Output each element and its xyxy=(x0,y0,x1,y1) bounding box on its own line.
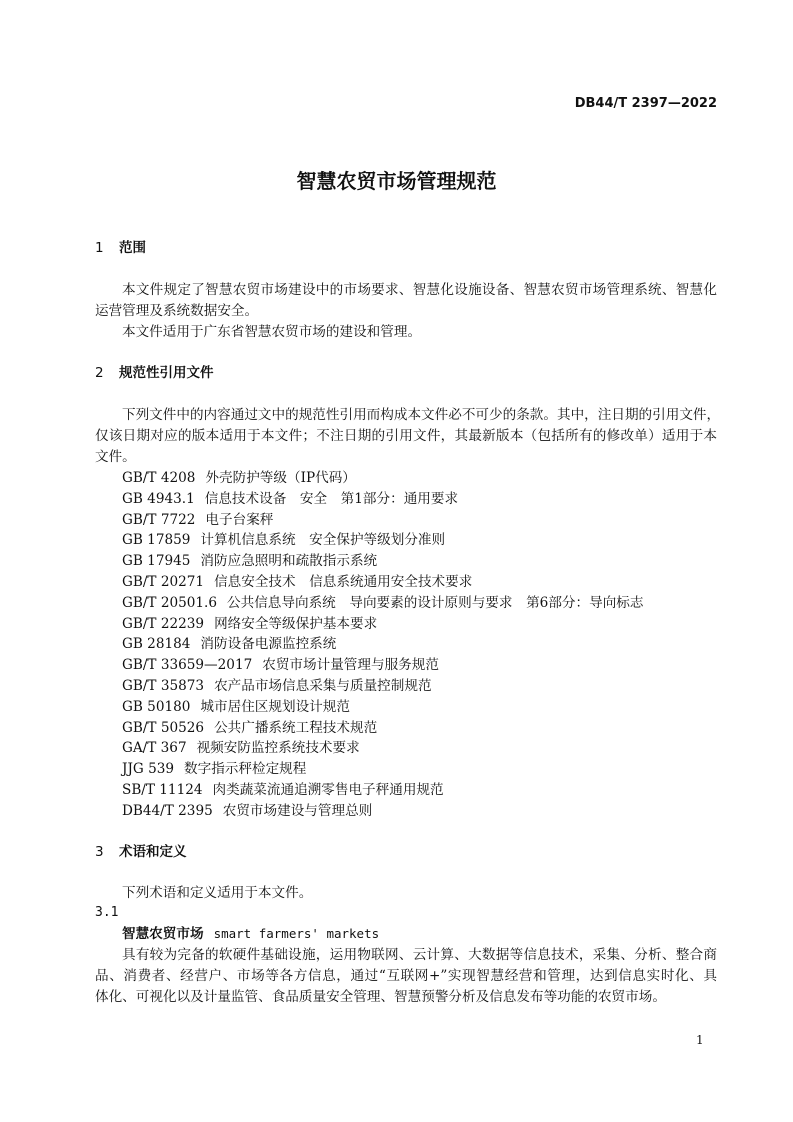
term-entry xyxy=(122,924,379,944)
reference-title: 农贸市场建设与管理总则 xyxy=(222,802,373,819)
reference-title: 数字指示秤检定规程 xyxy=(184,761,307,778)
reference-code: GB/T 20501.6 xyxy=(122,594,218,611)
reference-code: GB 17945 xyxy=(122,553,191,570)
reference-item xyxy=(122,572,472,592)
section-number: 2 xyxy=(95,365,104,381)
reference-title: 城市居住区规划设计规范 xyxy=(200,698,350,715)
reference-title: 公共信息导向系统 导向要素的设计原则与要求 第6部分：导向标志 xyxy=(227,594,644,611)
paragraph-line: 运营管理及系统数据安全。 xyxy=(95,303,259,319)
reference-title: 电子台案秤 xyxy=(205,511,274,528)
section-number: 1 xyxy=(95,240,104,256)
reference-title: 农贸市场计量管理与服务规范 xyxy=(262,657,439,674)
term-chinese: 智慧农贸市场 xyxy=(122,926,204,942)
reference-title: 公共广播系统工程技术规范 xyxy=(214,719,378,736)
reference-code: SB/T 11124 xyxy=(122,782,203,798)
reference-code: GB 50180 xyxy=(122,698,191,715)
reference-item xyxy=(122,551,377,571)
term-number: 3.1 xyxy=(95,905,119,920)
paragraph-line: 下列术语和定义适用于本文件。 xyxy=(122,885,313,901)
reference-title: 信息技术设备 安全 第1部分：通用要求 xyxy=(204,490,459,507)
reference-item xyxy=(122,530,445,550)
reference-item xyxy=(122,718,377,738)
section-title: 范围 xyxy=(119,240,146,256)
reference-title: 信息安全技术 信息系统通用安全技术要求 xyxy=(214,574,473,590)
reference-title: 消防设备电源监控系统 xyxy=(200,636,337,653)
reference-item xyxy=(122,468,356,488)
reference-code: GB 17859 xyxy=(122,532,191,549)
reference-code: GB/T 7722 xyxy=(122,511,196,528)
reference-item xyxy=(122,489,458,509)
reference-title: 农产品市场信息采集与质量控制规范 xyxy=(214,678,432,694)
reference-code: GB 28184 xyxy=(122,636,191,653)
reference-code: DB44/T 2395 xyxy=(122,802,213,819)
section-heading-2 xyxy=(95,363,214,383)
section-heading-3 xyxy=(95,842,187,862)
document-number: DB44/T 2397—2022 xyxy=(574,96,717,111)
reference-item xyxy=(122,801,372,821)
paragraph-line: 本文件规定了智慧农贸市场建设中的市场要求、智慧化设施设备、智慧农贸市场管理系统、智慧化 xyxy=(122,282,717,298)
reference-code: JJG 539 xyxy=(122,761,175,778)
reference-title: 肉类蔬菜流通追溯零售电子秤通用规范 xyxy=(212,782,444,798)
paragraph-line: 仅该日期对应的版本适用于本文件；不注日期的引用文件，其最新版本（包括所有的修改单）适用于本 xyxy=(95,428,717,444)
page-number: 1 xyxy=(696,1033,704,1047)
reference-item xyxy=(122,697,350,717)
reference-item xyxy=(122,738,360,758)
reference-title: 视频安防监控系统技术要求 xyxy=(196,740,360,757)
page-title: 智慧农贸市场管理规范 xyxy=(296,169,497,193)
term-english: smart farmers' markets xyxy=(213,926,380,941)
reference-item xyxy=(122,780,444,800)
reference-code: GB/T 33659—2017 xyxy=(122,657,253,674)
reference-item xyxy=(122,593,644,613)
section-heading-1 xyxy=(95,238,146,258)
reference-code: GB/T 20271 xyxy=(122,574,205,590)
reference-item xyxy=(122,759,306,779)
reference-code: GB/T 50526 xyxy=(122,719,205,736)
reference-code: GB 4943.1 xyxy=(122,490,195,507)
definition-line: 品、消费者、经营户、市场等各方信息，通过“互联网+”实现智慧经营和管理，达到信息实时化、具 xyxy=(95,968,717,984)
reference-item xyxy=(122,676,432,696)
reference-title: 消防应急照明和疏散指示系统 xyxy=(200,553,378,570)
reference-title: 计算机信息系统 安全保护等级划分准则 xyxy=(200,532,446,549)
paragraph-line: 本文件适用于广东省智慧农贸市场的建设和管理。 xyxy=(122,324,422,340)
section-title: 规范性引用文件 xyxy=(119,365,214,381)
reference-title: 网络安全等级保护基本要求 xyxy=(214,615,378,632)
reference-code: GA/T 367 xyxy=(122,740,187,757)
reference-code: GB/T 4208 xyxy=(122,470,196,486)
reference-item xyxy=(122,634,336,654)
reference-item xyxy=(122,510,273,530)
section-title: 术语和定义 xyxy=(119,844,187,860)
reference-code: GB/T 22239 xyxy=(122,615,205,632)
reference-title: 外壳防护等级（IP代码） xyxy=(205,470,356,486)
paragraph-line: 文件。 xyxy=(95,449,136,465)
reference-item xyxy=(122,614,377,634)
paragraph-line: 下列文件中的内容通过文中的规范性引用而构成本文件必不可少的条款。其中，注日期的引用文件， xyxy=(122,407,721,423)
definition-line: 体化、可视化以及计量监管、食品质量安全管理、智慧预警分析及信息发布等功能的农贸市场。 xyxy=(95,989,666,1005)
reference-item xyxy=(122,655,439,675)
section-number: 3 xyxy=(95,844,104,860)
reference-code: GB/T 35873 xyxy=(122,678,205,694)
definition-line: 具有较为完备的软硬件基础设施，运用物联网、云计算、大数据等信息技术，采集、分析、整合商 xyxy=(122,947,717,963)
